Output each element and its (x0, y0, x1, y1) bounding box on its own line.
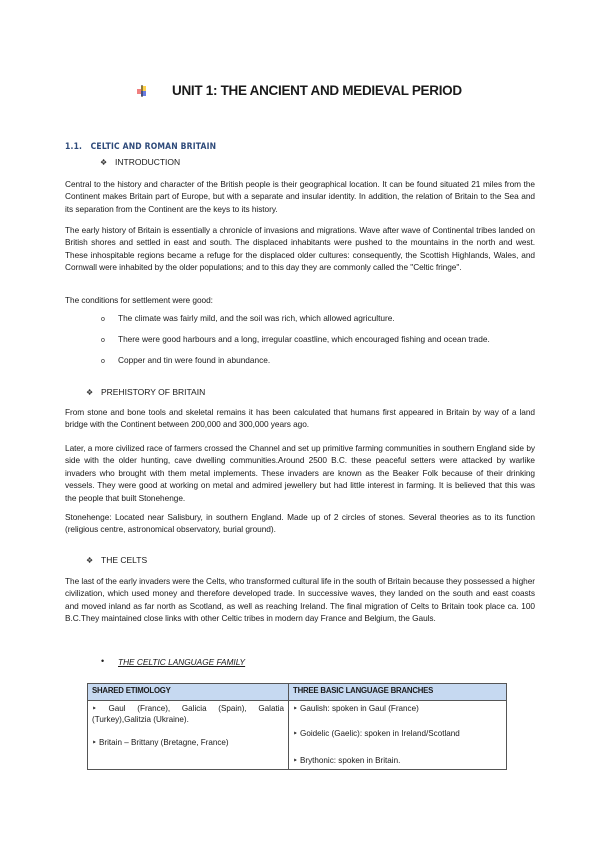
subheading-text: THE CELTS (101, 555, 148, 565)
circle-bullet-icon: o (101, 337, 105, 344)
cell-item: ‣ Brythonic: spoken in Britain. (293, 756, 401, 765)
subheading-celts (86, 555, 147, 565)
subheading-text: INTRODUCTION (115, 157, 181, 167)
diamond-bullet-icon: ❖ (86, 556, 94, 565)
table-header-row (88, 684, 507, 701)
subheading-prehistory (86, 387, 205, 397)
section-number: 1.1. (65, 142, 83, 152)
subheading-text: PREHISTORY OF BRITAIN (101, 387, 206, 397)
paragraph: Central to the history and character of the British people is their geographical location. It can be found situated 21 miles from the Continent makes Britain part of Europe, but with a separate and insular identity. In addition, the relation of Britain to the Sea and its separation from the Continent are the keys to its history. (65, 179, 535, 214)
section-heading (65, 142, 216, 152)
table-header: SHARED ETIMOLOGY (88, 684, 289, 701)
list-item (101, 313, 395, 323)
cell-item: ‣ Gaul (France), Galicia (Spain), Galatia (Turkey),Galitzia (Ukraine). (92, 704, 284, 724)
page-title: UNIT 1: THE ANCIENT AND MEDIEVAL PERIOD (172, 83, 462, 98)
bullet-icon: • (101, 656, 105, 666)
cell-item: ‣ Gaulish: spoken in Gaul (France) (293, 704, 419, 713)
celtic-language-family-heading: THE CELTIC LANGUAGE FAMILY (118, 657, 246, 667)
circle-bullet-icon: o (101, 358, 105, 365)
table-header: THREE BASIC LANGUAGE BRANCHES (289, 684, 507, 701)
list-item-text: Copper and tin were found in abundance. (118, 355, 271, 365)
cell-text: Gaul (France), Galicia (Spain), Galatia (Turkey),Galitzia (Ukraine). (92, 704, 284, 724)
diamond-bullet-icon: ❖ (100, 158, 108, 167)
cell-text: Brythonic: spoken in Britain. (300, 756, 401, 765)
list-item (101, 334, 490, 344)
cell-text: Gaulish: spoken in Gaul (France) (300, 704, 419, 713)
list-item-text: There were good harbours and a long, irregular coastline, which encouraged fishing and ocean trade. (118, 334, 490, 344)
cell-text: Britain – Brittany (Bretagne, France) (99, 738, 229, 747)
paragraph: The conditions for settlement were good: (65, 295, 213, 305)
language-table (87, 683, 507, 770)
paragraph: The last of the early invaders were the Celts, who transformed cultural life in the south of Britain because they possessed a higher civilization, which used money and therefore developed trade. In successive waves, they landed on the south and east coasts and moved inland as far north as Scotland, as well as reaching Ireland. The final migration of Celts to Britain took place ca. 100 B.C.They maintained close links with other Celtic tribes in modern day France and Belgium, the Gauls. (65, 576, 535, 624)
cell-text: Goidelic (Gaelic): spoken in Ireland/Scotland (300, 729, 460, 738)
table-row (88, 701, 507, 770)
subheading-introduction (100, 157, 180, 167)
cell-item: ‣ Goidelic (Gaelic): spoken in Ireland/Scotland (293, 729, 460, 738)
circle-bullet-icon: o (101, 316, 105, 323)
cell-item: ‣ Britain – Brittany (Bretagne, France) (92, 738, 229, 747)
list-item (101, 355, 270, 365)
section-title: CELTIC AND ROMAN BRITAIN (90, 142, 217, 152)
paragraph: Later, a more civilized race of farmers crossed the Channel and set up primitive farming communities in southern England side by side with the older hunting, cave dwelling communities.Around 2500 B.C. these peaceful setters were attacked by warlike invaders who brought with them metal implements. These invaders are known as the Beaker Folk because of their drinking vessels. They were good at working on metal and admired jewellery but had little interest in farming. It is believed that this was the people that built Stonehenge. (65, 443, 535, 503)
bullet-logo-icon (136, 85, 148, 97)
table-cell (289, 701, 507, 770)
list-item-text: The climate was fairly mild, and the soil was rich, which allowed agriculture. (118, 313, 395, 323)
paragraph: From stone and bone tools and skeletal remains it has been calculated that humans first appeared in Britain by way of a land bridge with the Continent between 200,000 and 300,000 years ago. (65, 407, 535, 430)
diamond-bullet-icon: ❖ (86, 388, 94, 397)
paragraph: Stonehenge: Located near Salisbury, in southern England. Made up of 2 circles of stones. Several theories as to its function (religious centre, astronomical observatory, burial ground). (65, 512, 535, 535)
table-cell (88, 701, 289, 770)
paragraph: The early history of Britain is essentially a chronicle of invasions and migrations. Wave after wave of Continental tribes landed on British shores and settled in east and south. The displaced inhabitants were pushed to the mountains in the north and west. These inhospitable regions became a refuge for the displaced older cultures: consequently, the Scottish Highlands, Wales, and Cornwall were inhabited by the older populations; and to this day they are commonly called the "Celtic fringe". (65, 225, 535, 273)
